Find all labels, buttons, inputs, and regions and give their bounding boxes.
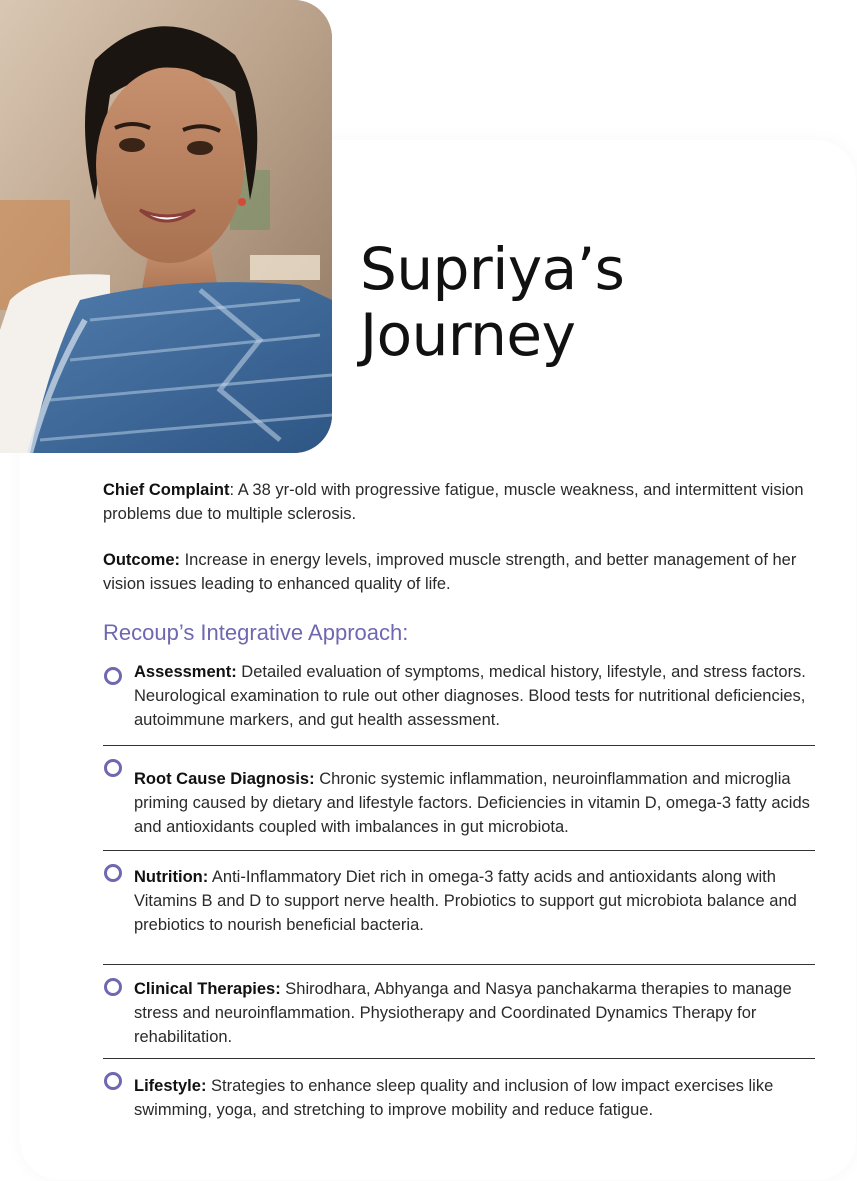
chief-complaint-text: : A 38 yr-old with progressive fatigue, muscle weakness, and intermittent vision problems due to multiple sclerosis. xyxy=(103,481,804,523)
title-line-1: Supriya’s xyxy=(360,235,625,303)
approach-item-lifestyle xyxy=(103,1059,815,1134)
item-label: Root Cause Diagnosis: xyxy=(134,770,315,788)
circle-bullet-icon xyxy=(104,864,122,882)
circle-bullet-icon xyxy=(104,759,122,777)
approach-item-assessment xyxy=(103,654,815,746)
item-label: Lifestyle: xyxy=(134,1077,207,1095)
case-content xyxy=(103,478,815,1134)
circle-bullet-icon xyxy=(104,978,122,996)
item-label: Assessment: xyxy=(134,663,237,681)
chief-complaint-label: Chief Complaint xyxy=(103,481,230,499)
approach-item-nutrition xyxy=(103,851,815,965)
item-text: Strategies to enhance sleep quality and inclusion of low impact exercises like swimming, yoga, and stretching to improve mobility and reduce fatigue. xyxy=(134,1077,774,1119)
outcome-label: Outcome: xyxy=(103,551,181,569)
approach-item-root-cause xyxy=(103,746,815,851)
item-text: Shirodhara, Abhyanga and Nasya panchakarma therapies to manage stress and neuroinflammation. Physiotherapy and Coordinated Dynamics Therapy for rehabilitation. xyxy=(134,980,792,1046)
title-line-2: Journey xyxy=(360,301,576,369)
circle-bullet-icon xyxy=(104,667,122,685)
item-label: Nutrition: xyxy=(134,868,209,886)
page-title xyxy=(360,236,624,368)
circle-bullet-icon xyxy=(104,1072,122,1090)
item-text: Detailed evaluation of symptoms, medical history, lifestyle, and stress factors. Neurological examination to rule out other diagnoses. Blood tests for nutritional deficiencies, autoimmune markers, and gut health assessment. xyxy=(134,663,806,729)
chief-complaint xyxy=(103,478,815,526)
approach-item-clinical-therapies xyxy=(103,965,815,1059)
outcome-text: Increase in energy levels, improved muscle strength, and better management of her vision issues leading to enhanced quality of life. xyxy=(103,551,797,593)
outcome xyxy=(103,548,815,596)
item-text: Anti-Inflammatory Diet rich in omega-3 fatty acids and antioxidants along with Vitamins B and D to support nerve health. Probiotics to support gut microbiota balance and prebiotics to nourish beneficial bacteria. xyxy=(134,868,797,934)
item-text: Chronic systemic inflammation, neuroinflammation and microglia priming caused by dietary and lifestyle factors. Deficiencies in vitamin D, omega-3 fatty acids and antioxidants coupled with imbalances in gut microbiota. xyxy=(134,770,810,836)
item-label: Clinical Therapies: xyxy=(134,980,281,998)
portrait-photo xyxy=(0,0,332,453)
approach-heading: Recoup’s Integrative Approach: xyxy=(103,620,409,645)
